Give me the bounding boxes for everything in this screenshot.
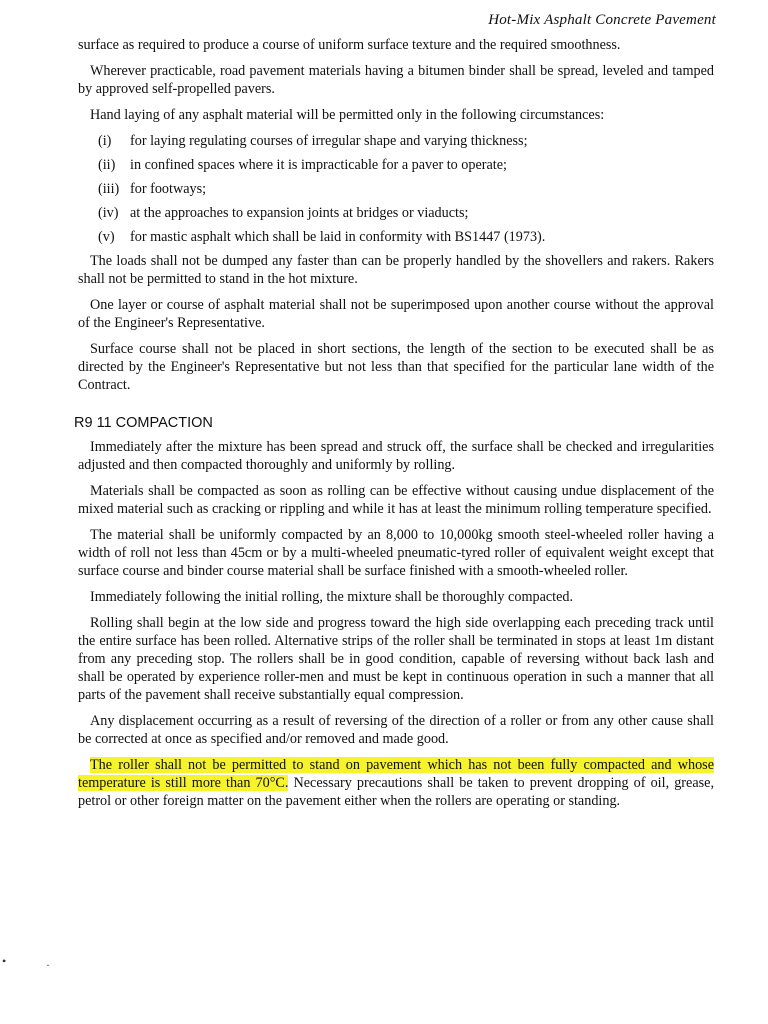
paragraph: Any displacement occurring as a result of reversing of the direction of a roller or from any other cause shall be corrected at once as specified and/or removed and made good.: [78, 713, 714, 747]
final-paragraph: [78, 756, 714, 810]
list-item: [98, 180, 714, 198]
list-text: in confined spaces where it is impracticable for a paver to operate;: [130, 157, 507, 173]
running-head: Hot-Mix Asphalt Concrete Pavement: [488, 12, 716, 28]
paragraph: Surface course shall not be placed in short sections, the length of the section to be executed shall be as directed by the Engineer's Representative but not less than that specified for the particular lane width of the Contract.: [78, 341, 714, 393]
scan-speck: ·: [46, 958, 50, 972]
list-number: (v): [98, 229, 115, 245]
list-number: (iii): [98, 181, 120, 197]
scan-speck: •: [2, 954, 7, 968]
paragraph: The material shall be uniformly compacted by an 8,000 to 10,000kg smooth steel-wheeled roller having a width of roll not less than 45cm or by a multi-wheeled pneumatic-tyred roller of equivalent weight except that surface course and binder course material shall be surface finished with a smooth-wheeled roller.: [78, 527, 714, 579]
document-body: [74, 36, 714, 818]
paragraph: The loads shall not be dumped any faster than can be properly handled by the shovellers and rakers. Rakers shall not be permitted to stand in the hot mixture.: [78, 253, 714, 287]
paragraph: Rolling shall begin at the low side and progress toward the high side overlapping each preceding track until the entire surface has been rolled. Alternative strips of the roller shall be terminated in stops at least 1m distant from any preceding stop. The rollers shall be in good condition, capable of reversing without back lash and shall be operated by experience roller-men and must be kept in continuous operation in such a manner that all parts of the pavement shall receive substantially equal compression.: [78, 615, 714, 703]
list-number: (i): [98, 133, 112, 149]
list-text: at the approaches to expansion joints at bridges or viaducts;: [130, 205, 469, 221]
paragraph: surface as required to produce a course of uniform surface texture and the required smoothness.: [78, 37, 621, 53]
paragraph: Materials shall be compacted as soon as rolling can be effective without causing undue displacement of the mixed material such as cracking or rippling and while it has at least the minimum rolling temperature specified.: [78, 483, 714, 517]
section-heading: R9 11 COMPACTION: [74, 415, 213, 431]
list-text: for laying regulating courses of irregular shape and varying thickness;: [130, 133, 528, 149]
paragraph: Hand laying of any asphalt material will be permitted only in the following circumstances:: [90, 107, 605, 123]
list-text: for mastic asphalt which shall be laid in conformity with BS1447 (1973).: [130, 229, 546, 245]
list-item: [98, 156, 714, 174]
paragraph-rest: Necessary precautions shall be taken to prevent dropping of oil, grease, petrol or other foreign matter on the pavement either when the rollers are operating or standing.: [78, 775, 714, 809]
list-text: for footways;: [130, 181, 207, 197]
highlighted-text: The roller shall not be permitted to stand on pavement which has not been fully compacted and whose temperature is still more than 70°C.: [78, 757, 714, 791]
list-number: (iv): [98, 205, 119, 221]
paragraph: Wherever practicable, road pavement materials having a bitumen binder shall be spread, leveled and tamped by approved self-propelled pavers.: [78, 63, 714, 97]
paragraph: One layer or course of asphalt material shall not be superimposed upon another course without the approval of the Engineer's Representative.: [78, 297, 714, 331]
paragraph: Immediately after the mixture has been spread and struck off, the surface shall be checked and irregularities adjusted and then compacted thoroughly and uniformly by rolling.: [78, 439, 714, 473]
circumstances-list: [78, 132, 714, 246]
list-item: [98, 228, 714, 246]
paragraph: Immediately following the initial rolling, the mixture shall be thoroughly compacted.: [90, 589, 574, 605]
list-item: [98, 132, 714, 150]
list-item: [98, 204, 714, 222]
list-number: (ii): [98, 157, 116, 173]
